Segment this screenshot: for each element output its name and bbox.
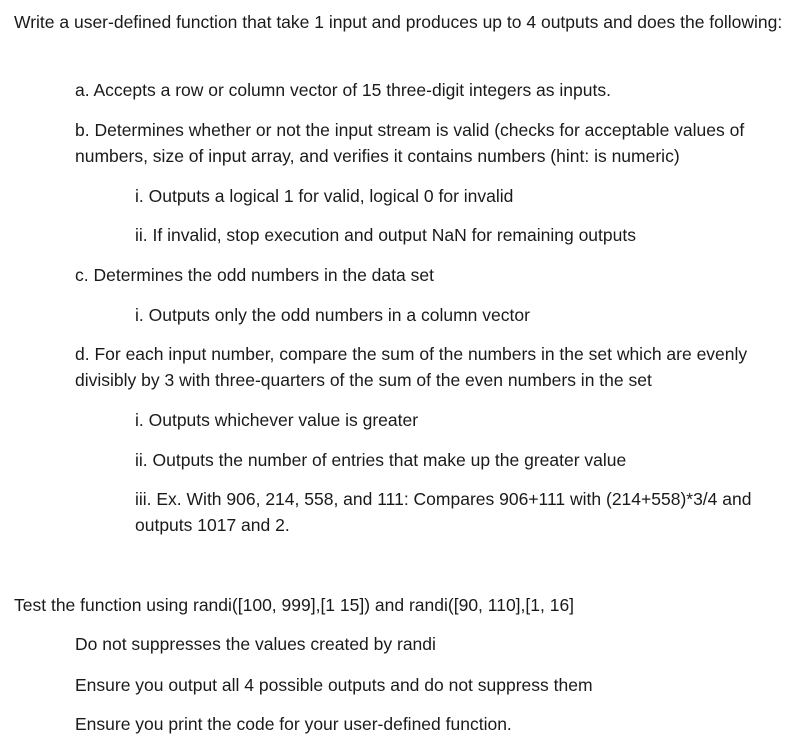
item-d: d. For each input number, compare the sum of the numbers in the set which are evenly divisibly by 3 with three-quarters of the sum of the even numbers in the set [75, 344, 748, 390]
item-c-i: i. Outputs only the odd numbers in a column vector [135, 305, 530, 325]
item-b-ii: ii. If invalid, stop execution and output NaN for remaining outputs [135, 225, 636, 245]
item-b-i: i. Outputs a logical 1 for valid, logical 0 for invalid [135, 186, 514, 206]
item-d-i: i. Outputs whichever value is greater [135, 410, 419, 430]
test-heading: Test the function using randi([100, 999],[1 15]) and randi([90, 110],[1, 16] [14, 595, 575, 615]
intro-text: Write a user-defined function that take 1 input and produces up to 4 outputs and does the following: [14, 12, 783, 32]
item-b: b. Determines whether or not the input stream is valid (checks for acceptable values of numbers, size of input array, and verifies it contains numbers (hint: is numeric) [75, 120, 745, 166]
item-c: c. Determines the odd numbers in the data set [75, 265, 434, 285]
item-a: a. Accepts a row or column vector of 15 three-digit integers as inputs. [75, 80, 611, 100]
test-note-1: Do not suppresses the values created by randi [75, 634, 436, 654]
test-note-3: Ensure you print the code for your user-defined function. [75, 714, 512, 734]
item-d-iii: iii. Ex. With 906, 214, 558, and 111: Compares 906+111 with (214+558)*3/4 and outputs 1017 and 2. [135, 489, 752, 535]
test-note-2: Ensure you output all 4 possible outputs and do not suppress them [75, 675, 593, 695]
item-d-ii: ii. Outputs the number of entries that make up the greater value [135, 450, 627, 470]
